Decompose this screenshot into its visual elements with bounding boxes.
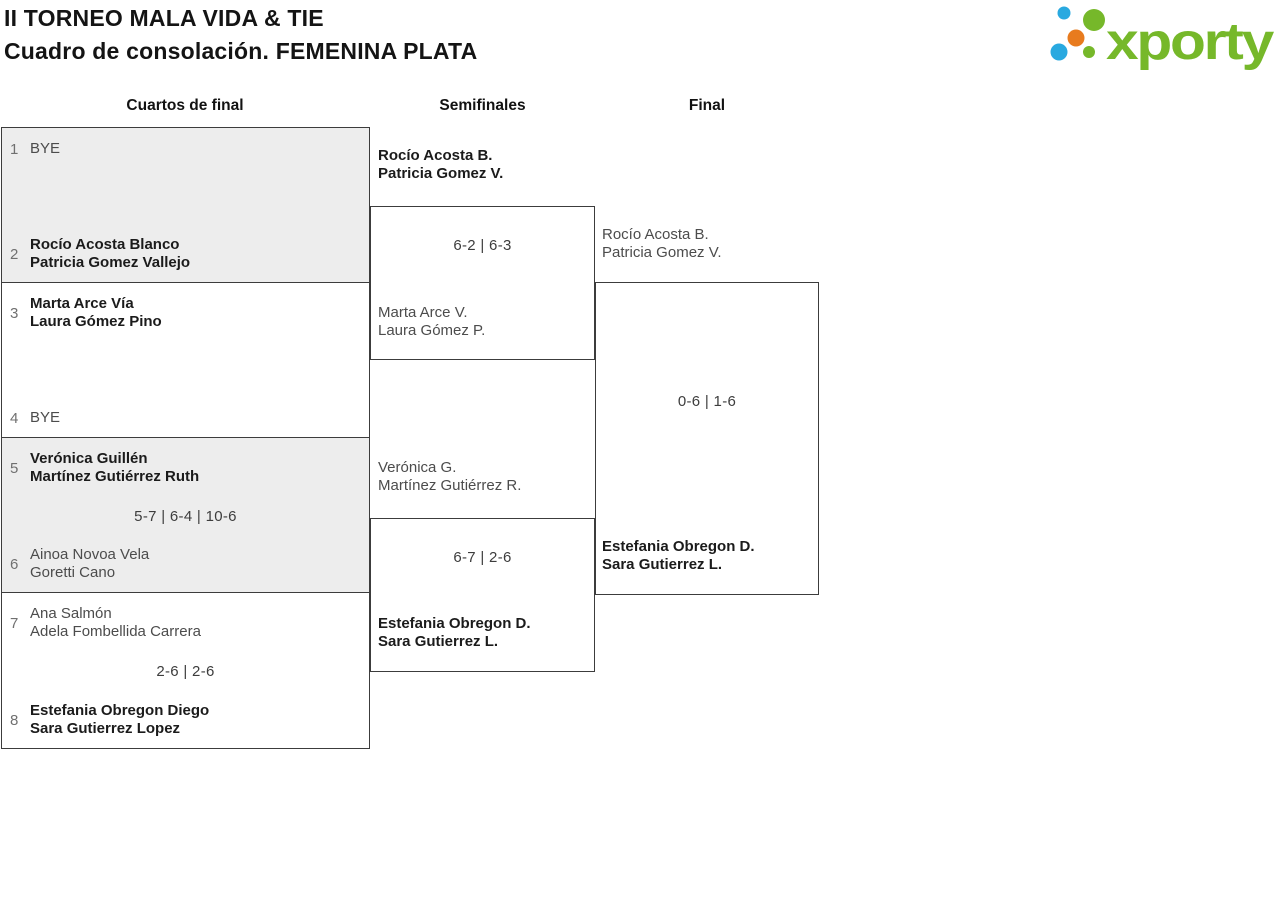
tournament-name: II TORNEO MALA VIDA & TIE — [4, 5, 324, 31]
team-name-line: BYE — [30, 140, 61, 157]
logo-dot-blue-medium — [1051, 44, 1068, 61]
team-entry — [10, 409, 361, 427]
seed-number: 2 — [10, 245, 19, 263]
page-title — [4, 2, 477, 68]
team-name-line: Sara Gutierrez L. — [378, 633, 499, 650]
team-entry — [10, 236, 361, 272]
xporty-logo[interactable] — [1046, 1, 1276, 73]
team-name-line: Martínez Gutiérrez R. — [378, 477, 522, 494]
seed-number: 3 — [10, 304, 19, 322]
logo-dot-green-large — [1083, 9, 1105, 31]
bracket-subtitle: Cuadro de consolación. FEMENINA PLATA — [4, 38, 478, 64]
match-score: 0-6 | 1-6 — [677, 393, 737, 410]
team-name-line: Adela Fombellida Carrera — [30, 623, 201, 640]
team-name-line: Patricia Gomez V. — [378, 165, 504, 182]
team-entry — [10, 702, 361, 738]
sf2-bottom-team — [378, 615, 531, 651]
match-score: 6-2 | 6-3 — [453, 237, 512, 254]
team-entry — [10, 295, 361, 331]
qf-match-3 — [2, 438, 369, 593]
xporty-logo-graphic — [1046, 1, 1276, 73]
final-bottom-team — [602, 538, 755, 574]
team-name-line: Verónica G. — [378, 459, 457, 476]
seed-number: 8 — [10, 711, 19, 729]
team-name-line: Ainoa Novoa Vela — [30, 546, 150, 563]
seed-number: 1 — [10, 140, 19, 158]
team-name-line: Rocío Acosta B. — [378, 147, 493, 164]
quarterfinals-column — [1, 127, 370, 749]
team-name-line: Rocío Acosta Blanco — [30, 236, 180, 253]
team-name-line: Estefania Obregon D. — [602, 538, 755, 555]
sf1-top-team — [378, 147, 503, 183]
sf2-top-team — [378, 459, 521, 495]
sf1-bottom-team — [378, 304, 485, 340]
team-entry — [10, 605, 361, 641]
logo-dot-blue-small — [1058, 7, 1071, 20]
qf-match-4 — [2, 593, 369, 748]
team-name-line: Sara Gutierrez L. — [602, 556, 723, 573]
team-entry — [10, 450, 361, 486]
round-header-final: Final — [688, 97, 726, 114]
team-name-line: Martínez Gutiérrez Ruth — [30, 468, 200, 485]
team-name-line: Patricia Gomez V. — [602, 244, 722, 261]
qf-match-1 — [2, 128, 369, 283]
seed-number: 4 — [10, 409, 19, 427]
match-score: 2-6 | 2-6 — [156, 663, 215, 680]
team-name-line: Sara Gutierrez Lopez — [30, 720, 181, 737]
team-entry — [10, 546, 361, 582]
qf-match-2 — [2, 283, 369, 438]
match-score: 5-7 | 6-4 | 10-6 — [134, 507, 237, 525]
round-header-semifinals: Semifinales — [439, 97, 526, 114]
seed-number: 7 — [10, 614, 19, 632]
round-header-quarterfinals: Cuartos de final — [126, 97, 244, 114]
final-top-team — [602, 226, 722, 262]
match-score: 6-7 | 2-6 — [453, 549, 512, 566]
team-name-line: Patricia Gomez Vallejo — [30, 254, 191, 271]
team-name-line: Verónica Guillén — [30, 450, 148, 467]
team-entry — [10, 140, 361, 158]
team-name-line: BYE — [30, 409, 61, 426]
team-name-line: Laura Gómez Pino — [30, 313, 162, 330]
logo-dot-orange — [1068, 30, 1085, 47]
team-name-line: Marta Arce Vía — [30, 295, 134, 312]
logo-dot-green-small — [1083, 46, 1095, 58]
team-name-line: Laura Gómez P. — [378, 322, 486, 339]
team-name-line: Ana Salmón — [30, 605, 112, 622]
team-name-line: Estefania Obregon Diego — [30, 702, 210, 719]
logo-wordmark: xporty — [1106, 13, 1275, 71]
seed-number: 6 — [10, 555, 19, 573]
team-name-line: Marta Arce V. — [378, 304, 468, 321]
team-name-line: Rocío Acosta B. — [602, 226, 709, 243]
seed-number: 5 — [10, 459, 19, 477]
team-name-line: Goretti Cano — [30, 564, 116, 581]
team-name-line: Estefania Obregon D. — [378, 615, 531, 632]
